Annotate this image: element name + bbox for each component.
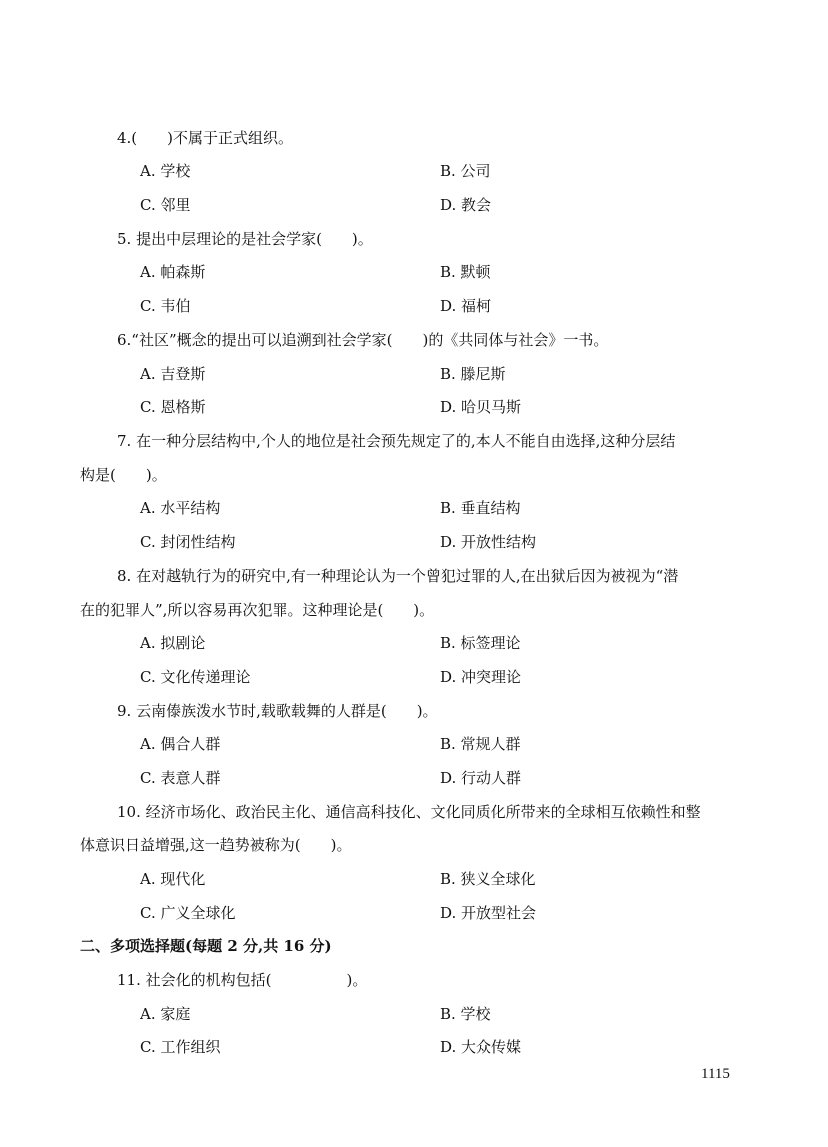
question-9-stem: 9. 云南傣族泼水节时,载歌载舞的人群是( )。 <box>117 702 438 720</box>
question-11-option-b: B. 学校 <box>440 1005 491 1023</box>
question-7-stem-line-1: 7. 在一种分层结构中,个人的地位是社会预先规定了的,本人不能自由选择,这种分层结 <box>117 432 676 450</box>
question-8-option-a: A. 拟剧论 <box>140 634 206 652</box>
question-4-option-a: A. 学校 <box>140 162 191 180</box>
question-8-option-d: D. 冲突理论 <box>440 668 522 686</box>
question-11-option-a: A. 家庭 <box>140 1005 191 1023</box>
question-4-option-d: D. 教会 <box>440 196 492 214</box>
question-5-option-b: B. 默顿 <box>440 263 491 281</box>
question-11-option-c: C. 工作组织 <box>140 1038 221 1056</box>
question-4-option-b: B. 公司 <box>440 162 491 180</box>
question-10-option-b: B. 狭义全球化 <box>440 870 536 888</box>
question-5-stem: 5. 提出中层理论的是社会学家( )。 <box>117 230 373 248</box>
question-10-option-a: A. 现代化 <box>140 870 206 888</box>
question-5-option-d: D. 福柯 <box>440 297 492 315</box>
question-7-option-c: C. 封闭性结构 <box>140 533 236 551</box>
question-6-option-d: D. 哈贝马斯 <box>440 398 522 416</box>
question-9-option-c: C. 表意人群 <box>140 769 221 787</box>
question-7-stem-line-2: 构是( )。 <box>80 466 167 484</box>
section-2-title: 二、多项选择题(每题 2 分,共 16 分) <box>80 937 332 955</box>
page-number: 1115 <box>701 1066 730 1082</box>
question-5-option-a: A. 帕森斯 <box>140 263 206 281</box>
question-8-option-c: C. 文化传递理论 <box>140 668 251 686</box>
question-7-option-d: D. 开放性结构 <box>440 533 537 551</box>
question-9-option-d: D. 行动人群 <box>440 769 522 787</box>
question-6-option-c: C. 恩格斯 <box>140 398 206 416</box>
question-6-stem: 6.“社区”概念的提出可以追溯到社会学家( )的《共同体与社会》一书。 <box>117 331 609 349</box>
question-4-option-c: C. 邻里 <box>140 196 191 214</box>
question-6-option-b: B. 滕尼斯 <box>440 365 506 383</box>
question-10-option-c: C. 广义全球化 <box>140 904 236 922</box>
question-8-option-b: B. 标签理论 <box>440 634 521 652</box>
question-8-stem-line-1: 8. 在对越轨行为的研究中,有一种理论认为一个曾犯过罪的人,在出狱后因为被视为“潜 <box>117 567 679 585</box>
question-10-stem-line-2: 体意识日益增强,这一趋势被称为( )。 <box>80 836 352 854</box>
question-6-option-a: A. 吉登斯 <box>140 365 206 383</box>
question-5-option-c: C. 韦伯 <box>140 297 191 315</box>
question-10-stem-line-1: 10. 经济市场化、政治民主化、通信高科技化、文化同质化所带来的全球相互依赖性和整 <box>117 803 701 821</box>
question-7-option-b: B. 垂直结构 <box>440 499 521 517</box>
question-11-stem: 11. 社会化的机构包括( )。 <box>117 971 368 989</box>
question-10-option-d: D. 开放型社会 <box>440 904 537 922</box>
question-4-stem: 4.( )不属于正式组织。 <box>117 129 294 147</box>
question-11-option-d: D. 大众传媒 <box>440 1038 522 1056</box>
question-9-option-a: A. 偶合人群 <box>140 735 221 753</box>
question-9-option-b: B. 常规人群 <box>440 735 521 753</box>
question-7-option-a: A. 水平结构 <box>140 499 221 517</box>
question-8-stem-line-2: 在的犯罪人”,所以容易再次犯罪。这种理论是( )。 <box>80 601 435 619</box>
